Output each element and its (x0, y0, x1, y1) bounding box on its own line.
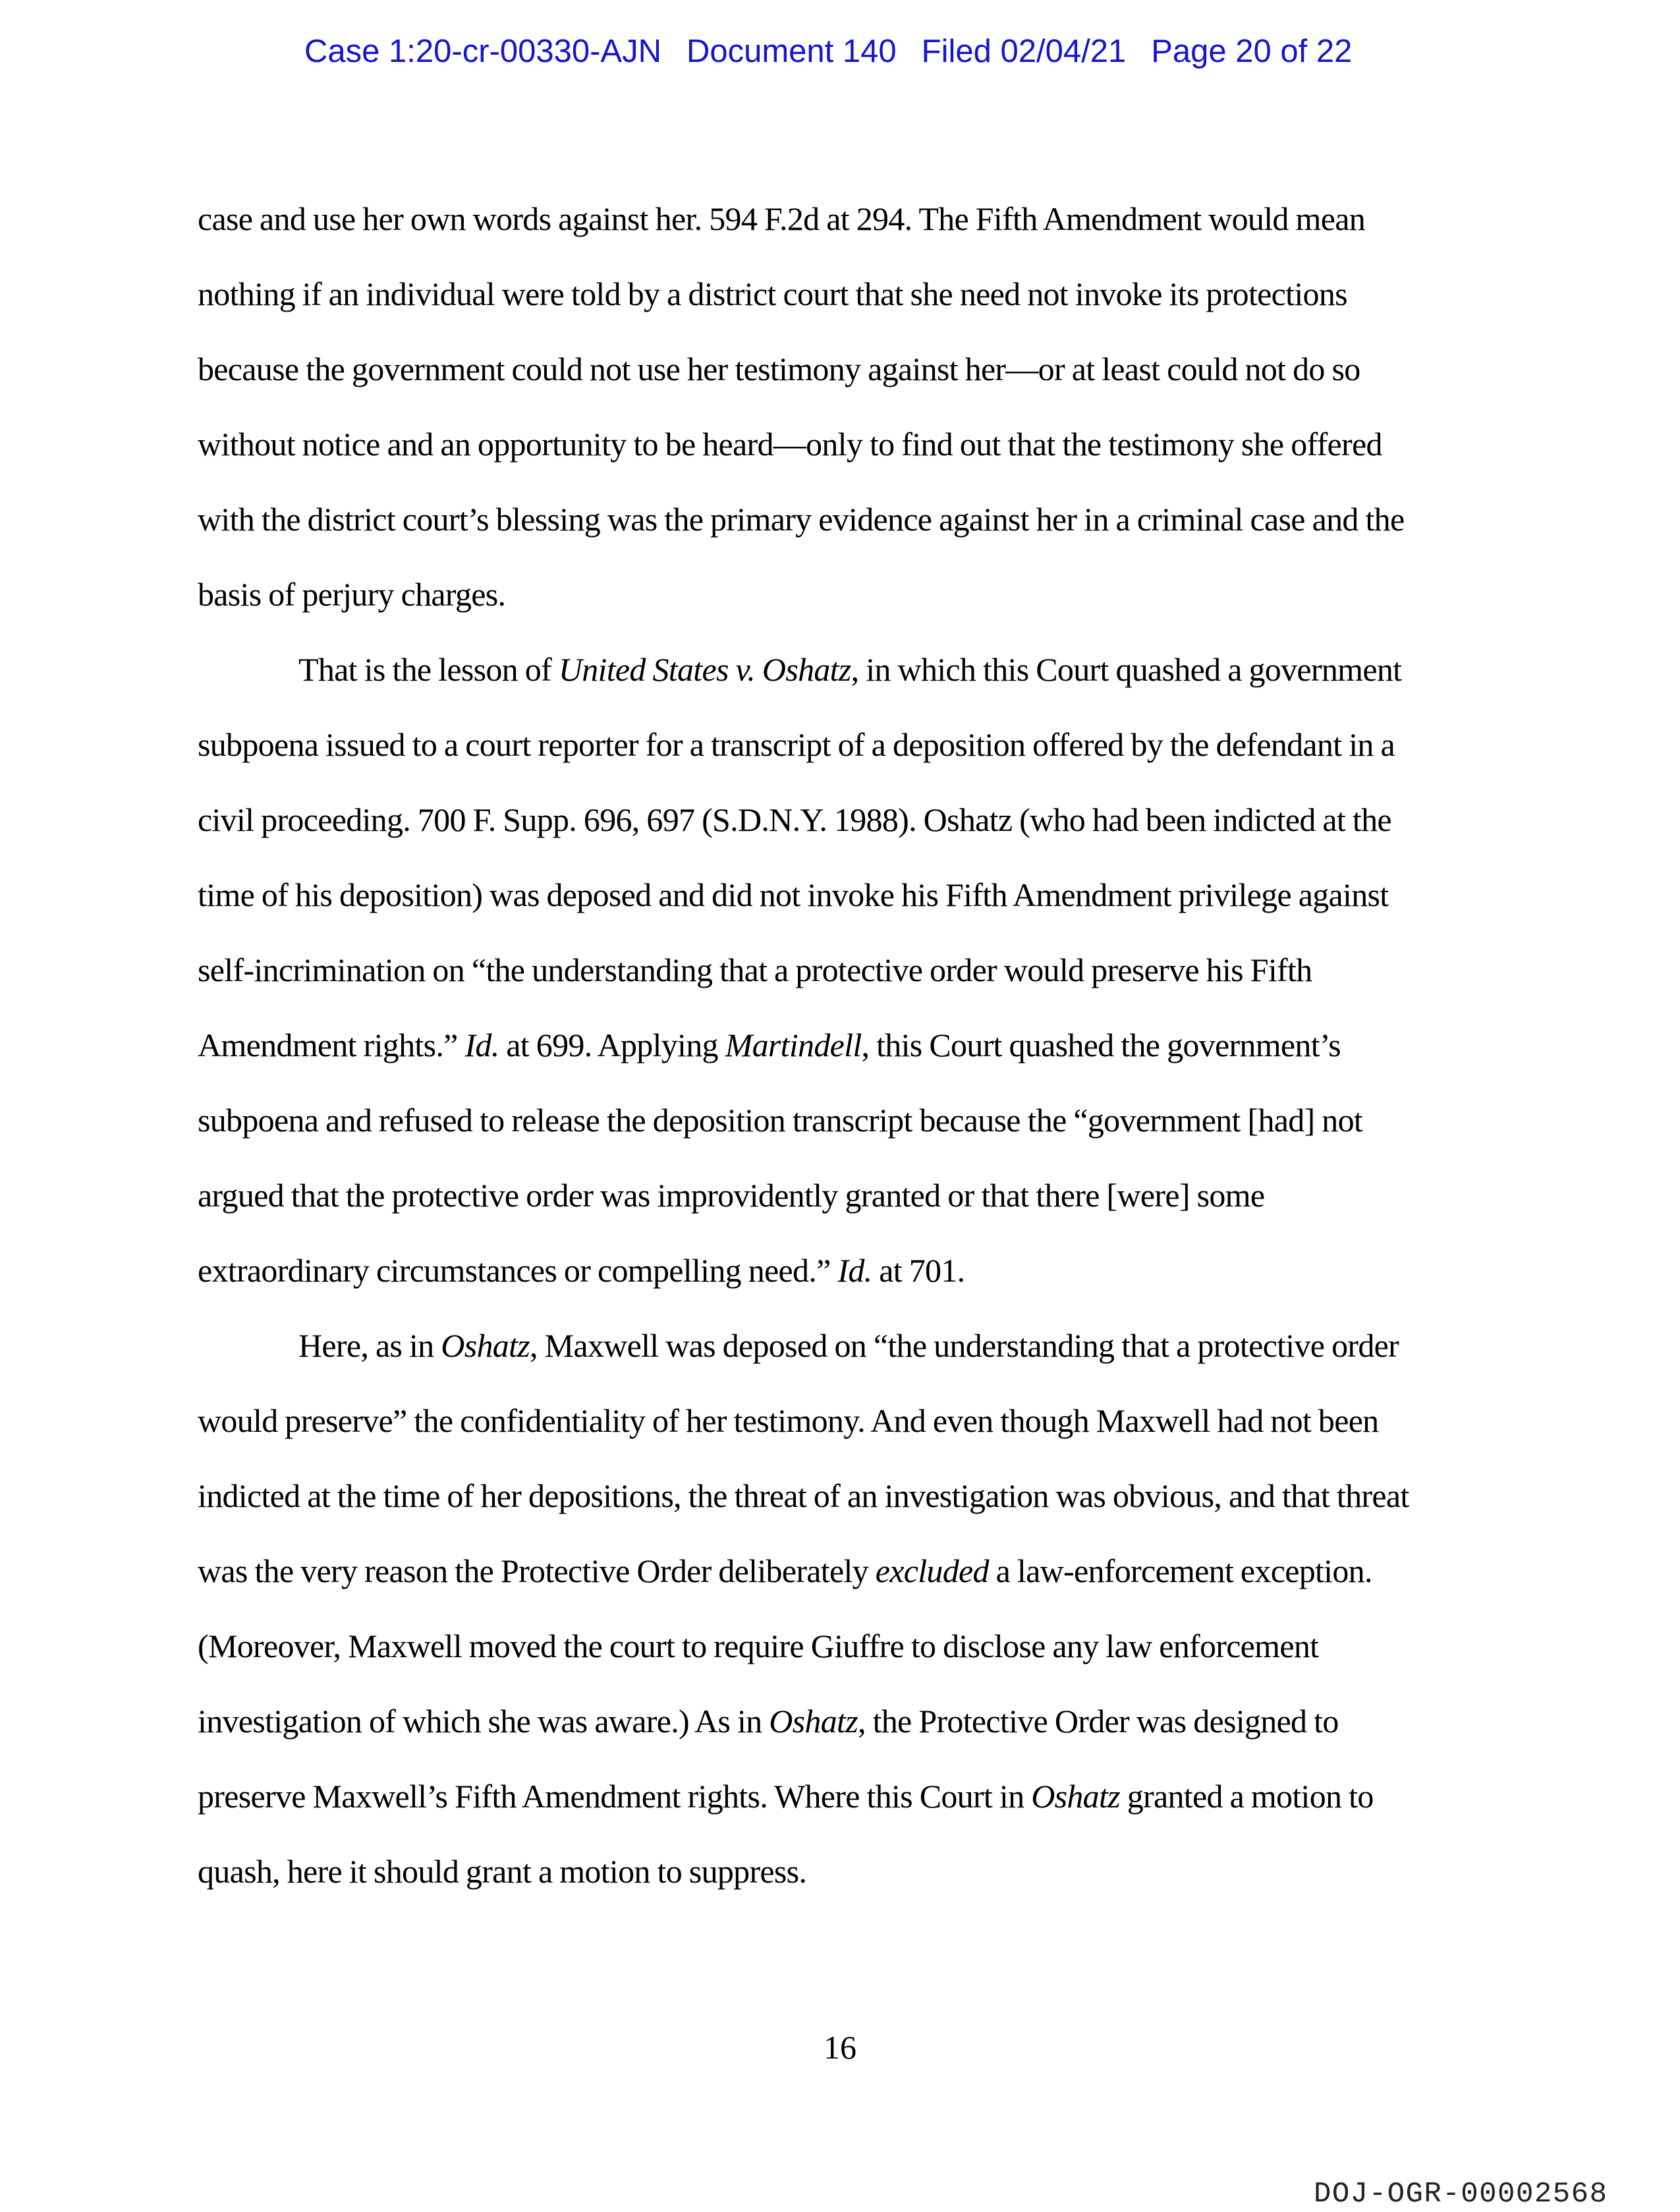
text-run: time of his deposition) was deposed and did not invoke his Fifth Amendment privilege against (198, 876, 1389, 913)
text-line (198, 1029, 1341, 1062)
text-line (198, 428, 1382, 461)
text-run: investigation of which she was aware.) As in (198, 1703, 770, 1740)
text-run: quash, here it should grant a motion to suppress. (198, 1853, 807, 1890)
text-line (198, 1179, 1264, 1212)
italic-citation: Martindell (725, 1027, 862, 1063)
text-run: That is the lesson of (298, 651, 559, 688)
text-run: subpoena issued to a court reporter for a transcript of a deposition offered by the defendant in a (198, 726, 1395, 763)
text-run: with the district court’s blessing was the primary evidence against her in a criminal case and the (198, 501, 1405, 538)
text-line (198, 277, 1347, 310)
text-run: without notice and an opportunity to be heard—only to find out that the testimony she offered (198, 426, 1382, 463)
text-line (198, 728, 1395, 761)
text-line (198, 953, 1312, 986)
filed-date: Filed 02/04/21 (921, 34, 1127, 69)
text-line (198, 202, 1365, 235)
text-run: granted a motion to (1119, 1778, 1374, 1815)
italic-citation: Oshatz (441, 1327, 530, 1364)
text-run: because the government could not use her testimony against her—or at least could not do so (198, 351, 1360, 387)
page-count: Page 20 of 22 (1151, 34, 1353, 69)
text-line (198, 878, 1388, 911)
text-run: would preserve” the confidentiality of her testimony. And even though Maxwell had not been (198, 1402, 1379, 1439)
text-run: indicted at the time of her depositions, the threat of an investigation was obvious, and that threat (198, 1477, 1409, 1514)
text-run: extraordinary circumstances or compelling need.” (198, 1252, 838, 1289)
text-line (198, 353, 1360, 385)
text-run: civil proceeding. 700 F. Supp. 696, 697 (S.D.N.Y. 1988). Oshatz (who had been indicted at the (198, 801, 1391, 838)
paragraph-first-line (298, 653, 1401, 686)
text-line (198, 1254, 965, 1287)
text-line (198, 503, 1404, 536)
italic-citation: Id. (464, 1027, 499, 1063)
text-run: , the Protective Order was designed to (857, 1703, 1339, 1740)
text-run: preserve Maxwell’s Fifth Amendment rights. Where this Court in (198, 1778, 1032, 1815)
text-run: self-incrimination on “the understanding that a protective order would preserve his Fifth (198, 951, 1312, 988)
text-run: subpoena and refused to release the deposition transcript because the “government [had] not (198, 1102, 1363, 1139)
text-line (198, 578, 505, 611)
text-run: , Maxwell was deposed on “the understanding that a protective order (530, 1327, 1399, 1364)
text-run: , in which this Court quashed a government (851, 651, 1402, 688)
text-run: Amendment rights.” (198, 1027, 465, 1063)
text-run: (Moreover, Maxwell moved the court to require Giuffre to disclose any law enforcement (198, 1628, 1319, 1664)
document-number: Document 140 (686, 34, 897, 69)
text-run: argued that the protective order was improvidently granted or that there [were] some (198, 1177, 1265, 1214)
italic-citation: excluded (875, 1552, 989, 1589)
italic-citation: Id. (837, 1252, 872, 1289)
text-run: case and use her own words against her. 594 F.2d at 294. The Fifth Amendment would mean (198, 200, 1366, 237)
text-run: Here, as in (298, 1327, 441, 1364)
text-line (198, 1479, 1409, 1512)
text-line (198, 803, 1391, 836)
page-number: 16 (824, 2029, 856, 2066)
text-line (198, 1780, 1374, 1813)
text-run: nothing if an individual were told by a district court that she need not invoke its protections (198, 275, 1347, 312)
text-run: at 701. (872, 1252, 965, 1289)
text-run: at 699. Applying (499, 1027, 725, 1063)
text-line (198, 1705, 1339, 1738)
italic-citation: Oshatz (1031, 1778, 1120, 1815)
text-line (198, 1855, 806, 1888)
ecf-header (304, 33, 1352, 70)
paragraph-first-line (298, 1329, 1399, 1362)
text-line (198, 1404, 1378, 1437)
case-number: Case 1:20-cr-00330-AJN (304, 34, 661, 69)
text-run: a law-enforcement exception. (988, 1552, 1372, 1589)
text-run: basis of perjury charges. (198, 576, 506, 613)
text-line (198, 1104, 1362, 1137)
text-line (198, 1630, 1318, 1662)
italic-citation: Oshatz (769, 1703, 858, 1740)
text-run: was the very reason the Protective Order deliberately (198, 1552, 876, 1589)
bates-stamp: DOJ-OGR-00002568 (1314, 2178, 1608, 2211)
text-line (198, 1554, 1372, 1587)
italic-citation: United States v. Oshatz (558, 651, 851, 688)
text-run: , this Court quashed the government’s (861, 1027, 1341, 1063)
